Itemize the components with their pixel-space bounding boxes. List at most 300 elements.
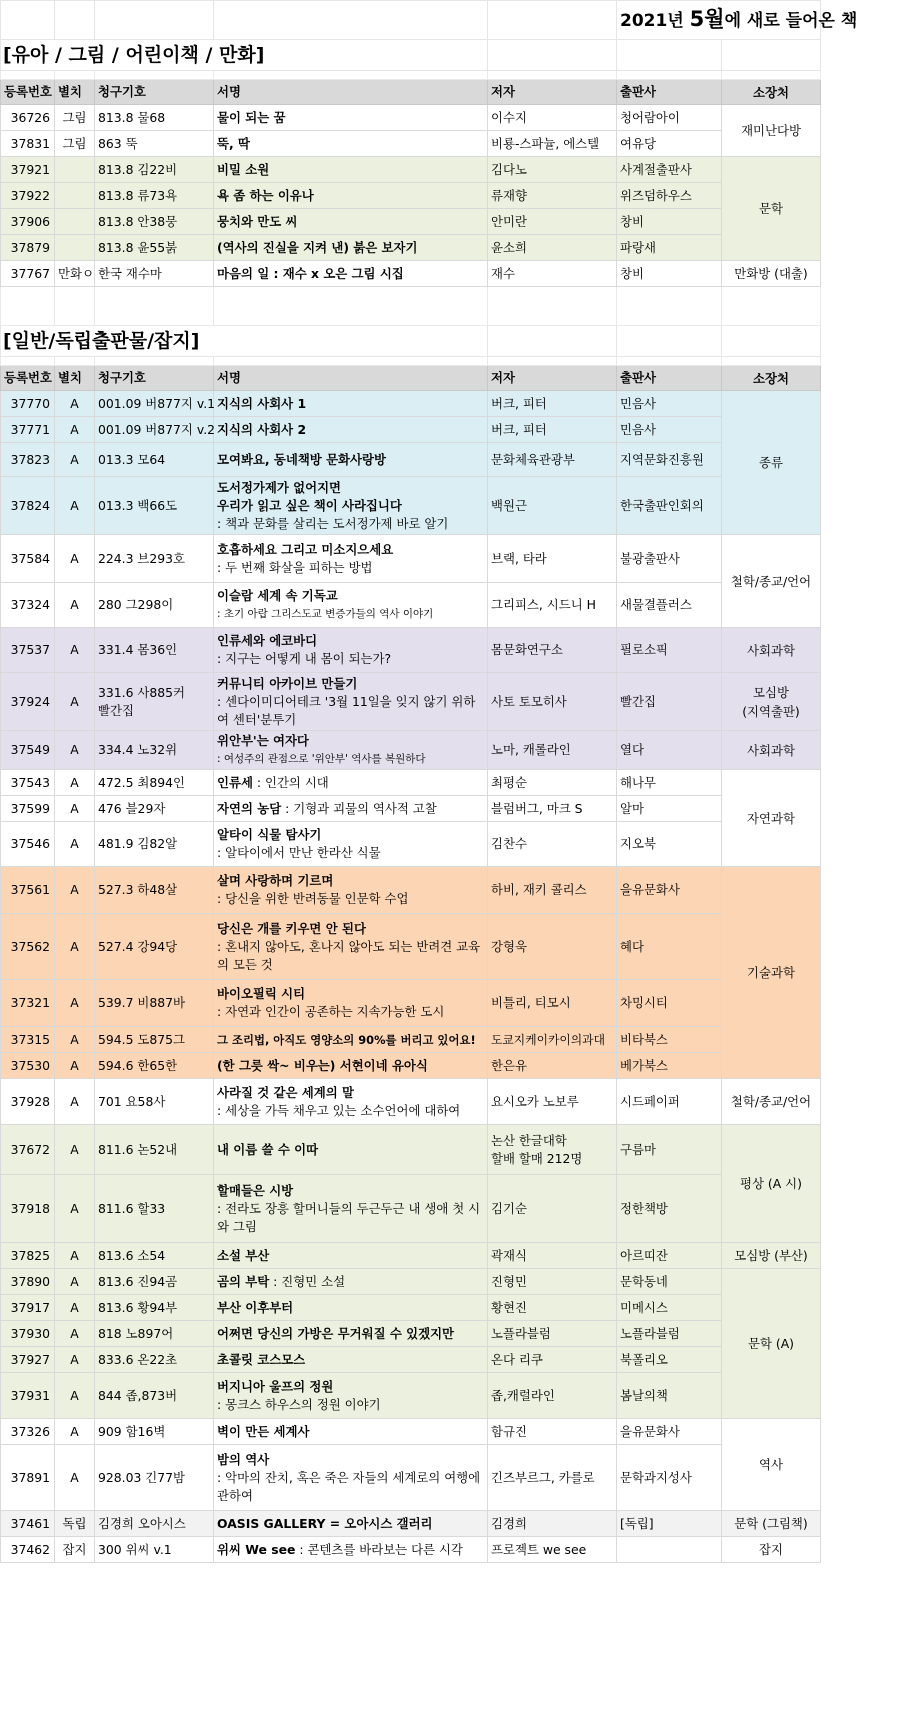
table-cell: 빨간집 [617,673,722,731]
header-location: 소장처 [722,80,821,105]
table-cell: 미메시스 [617,1295,722,1321]
table-cell: 북폴리오 [617,1347,722,1373]
cell-text: 인류세 [217,774,253,790]
table-row [1,1511,821,1537]
table-cell [722,326,821,357]
table-row [1,867,821,914]
table-row [1,796,821,822]
table-row [1,157,821,183]
table-cell: 을유문화사 [617,1419,722,1445]
table-cell [722,287,821,326]
table-cell: 김경희 [488,1511,617,1537]
table-cell [214,71,488,80]
table-cell: A [55,1053,95,1079]
table-cell: 280 그298이 [95,583,214,628]
table-row [1,535,821,583]
table-cell: 구름마 [617,1125,722,1175]
table-cell: 37324 [1,583,55,628]
table-row [1,1373,821,1419]
table-cell: A [55,796,95,822]
table-cell: 37831 [1,131,55,157]
section-heading-row [1,40,821,71]
table-cell [722,40,821,71]
table-row [1,1243,821,1269]
cell-text: 호흡하세요 그리고 미소지으세요 [217,541,394,557]
section-heading-row [1,326,821,357]
table-cell: 강형욱 [488,914,617,980]
table-cell: 472.5 최894인 [95,770,214,796]
table-cell [1,1,55,40]
table-cell: A [55,1027,95,1053]
table-cell [488,1,617,40]
table-cell: 37546 [1,822,55,867]
cell-text: 5월 [689,7,725,31]
table-cell [214,535,488,583]
table-cell [617,71,722,80]
table-cell: 37906 [1,209,55,235]
table-cell [214,822,488,867]
table-cell [488,326,617,357]
table-cell [214,1373,488,1419]
spacer-row [1,287,821,326]
table-cell [214,1079,488,1125]
location-cell: 기술과학 [722,867,821,1079]
table-cell: A [55,1445,95,1511]
location-cell: 만화방 (대출) [722,261,821,287]
table-row [1,583,821,628]
table-cell: 37879 [1,235,55,261]
table-cell [214,673,488,731]
table-cell: 서명 [214,366,488,391]
table-cell: 37931 [1,1373,55,1419]
table-row [1,1053,821,1079]
table-cell: A [55,1125,95,1175]
table-cell [214,1,488,40]
table-cell: 그 조리법, 아직도 영양소의 90%를 버리고 있어요! [214,1027,488,1053]
table-cell [55,71,95,80]
table-cell: 마음의 일 : 재수 x 오은 그림 시집 [214,261,488,287]
table-cell: 37530 [1,1053,55,1079]
table-cell: 어쩌면 당신의 가방은 무거워질 수 있겠지만 [214,1321,488,1347]
table-cell: 그림 [55,105,95,131]
table-cell: 벽이 만든 세계사 [214,1419,488,1445]
table-row [1,1079,821,1125]
table-cell: 37537 [1,628,55,673]
header-pub: 출판사 [617,80,722,105]
header-author: 저자 [488,80,617,105]
table-cell [722,71,821,80]
table-cell: 37921 [1,157,55,183]
table-cell: 물이 되는 꿈 [214,105,488,131]
table-cell: 527.3 하48살 [95,867,214,914]
location-cell: 역사 [722,1419,821,1511]
table-cell: (한 그릇 싹~ 비우는) 서현이네 유아식 [214,1053,488,1079]
table-cell: 224.3 브293호 [95,535,214,583]
table-cell: 300 위씨 v.1 [95,1537,214,1563]
table-cell: 813.8 안38뭉 [95,209,214,235]
table-cell: 노마, 캐롤라인 [488,731,617,770]
table-cell: (역사의 진실을 지켜 낸) 붉은 보자기 [214,235,488,261]
cell-text: 바이오필릭 시티 [217,986,306,1001]
table-cell [617,1537,722,1563]
table-row [1,822,821,867]
location-cell: 철학/종교/언어 [722,535,821,628]
table-cell: 37924 [1,673,55,731]
table-cell: 민음사 [617,417,722,443]
table-cell [617,287,722,326]
table-row [1,1125,821,1175]
table-cell: 37462 [1,1537,55,1563]
cell-text: 당신은 개를 키우면 안 된다 [217,920,366,936]
spacer-row [1,71,821,80]
table-cell: 37672 [1,1125,55,1175]
cell-text: : 진형민 소설 [269,1273,346,1289]
table-cell: 시드페이퍼 [617,1079,722,1125]
table-cell: 등록번호 [1,366,55,391]
table-cell [214,1175,488,1243]
table-cell: A [55,1321,95,1347]
table-cell: 37930 [1,1321,55,1347]
table-cell: 최평순 [488,770,617,796]
table-cell: 37770 [1,391,55,417]
table-cell [1,71,55,80]
table-cell: 창비 [617,209,722,235]
table-cell: 위즈덤하우스 [617,183,722,209]
table-cell [95,1,214,40]
table-cell: A [55,417,95,443]
table-cell: [독립] [617,1511,722,1537]
cell-text: 논산 한글대학 [491,1132,567,1148]
table-cell: 문학과지성사 [617,1445,722,1511]
table-cell [214,914,488,980]
table-row [1,235,821,261]
table-cell: 버크, 피터 [488,417,617,443]
cell-text: 밤의 역사 [217,1451,270,1467]
table-cell [488,71,617,80]
table-cell [95,71,214,80]
cell-text: : 혼내지 않아도, 혼나지 않아도 되는 반려견 교육의 모든 것 [217,938,481,972]
table-cell [55,235,95,261]
table-cell: A [55,1347,95,1373]
table-cell: 비밀 소원 [214,157,488,183]
table-cell: 만화ㅇ [55,261,95,287]
table-cell: 함규진 [488,1419,617,1445]
cell-text: : 자연과 인간이 공존하는 지속가능한 도시 [217,1004,445,1019]
table-cell: A [55,1175,95,1243]
cell-text: : 책과 문화를 살리는 도서정가제 바로 알기 [217,515,449,531]
cell-text: 이슬람 세계 속 기독교 [217,588,338,603]
table-row [1,417,821,443]
table-row [1,1445,821,1511]
table-cell: 블럼버그, 마크 S [488,796,617,822]
table-cell: 37823 [1,443,55,477]
table-cell: A [55,1243,95,1269]
cell-text: 에 새로 들어온 책 [724,11,858,31]
table-cell: 813.6 황94부 [95,1295,214,1321]
table-cell: A [55,770,95,796]
table-cell [214,628,488,673]
table-cell: 김기순 [488,1175,617,1243]
cell-text: 커뮤니티 아카이브 만들기 [217,675,358,691]
table-cell: A [55,535,95,583]
location-cell: 문학 (A) [722,1269,821,1419]
table-cell: 청어람아이 [617,105,722,131]
table-cell: 아르띠잔 [617,1243,722,1269]
table-row [1,1347,821,1373]
table-cell: 노플라블럼 [488,1321,617,1347]
table-cell: 소설 부산 [214,1243,488,1269]
table-cell: 창비 [617,261,722,287]
table-cell: 별치 [55,366,95,391]
table-cell: 지오북 [617,822,722,867]
table-cell: 844 좁,873버 [95,1373,214,1419]
table-row [1,209,821,235]
table-cell: 좁,캐럴라인 [488,1373,617,1419]
table-cell: 욕 좀 하는 이유나 [214,183,488,209]
cell-text: 할매들은 시방 [217,1182,294,1198]
table-cell: 여유당 [617,131,722,157]
table-cell: 불광출판사 [617,535,722,583]
table-cell: 긴즈부르그, 카를로 [488,1445,617,1511]
table-cell: 지식의 사회사 2 [214,417,488,443]
table-cell [214,980,488,1027]
table-cell: 사토 토모히사 [488,673,617,731]
cell-text: 위안부'는 여자다 [217,733,309,748]
table-cell: 부산 이후부터 [214,1295,488,1321]
table-cell: 37890 [1,1269,55,1295]
header-reg: 등록번호 [1,80,55,105]
table-cell: 001.09 버877지 v.2 [95,417,214,443]
table-cell: 브랙, 타라 [488,535,617,583]
table-cell: 지역문화진흥원 [617,443,722,477]
table-cell: 진형민 [488,1269,617,1295]
location-cell: 잡지 [722,1537,821,1563]
table-cell: 594.5 도875그 [95,1027,214,1053]
table-cell: A [55,391,95,417]
table-row [1,1321,821,1347]
table-cell: 김다노 [488,157,617,183]
cell-text: 살며 사랑하며 기르며 [217,873,334,888]
cell-text: : 지구는 어떻게 내 몸이 되는가? [217,651,392,666]
cell-text: 빨간집 [98,702,134,718]
table-cell: 331.4 몸36인 [95,628,214,673]
table-cell: 37549 [1,731,55,770]
table-cell: 594.6 한65한 [95,1053,214,1079]
table-cell [488,40,617,71]
table-cell: 문화체육관광부 [488,443,617,477]
table-row [1,731,821,770]
location-cell: 재미난다방 [722,105,821,157]
header-row [1,366,821,391]
table-cell: 소장처 [722,366,821,391]
table-row [1,1175,821,1243]
table-cell: 001.09 버877지 v.1 [95,391,214,417]
table-cell: 재수 [488,261,617,287]
table-cell: 황현진 [488,1295,617,1321]
table-cell: A [55,914,95,980]
table-cell [488,357,617,366]
table-cell: A [55,980,95,1027]
table-cell [488,287,617,326]
table-cell: 37767 [1,261,55,287]
table-cell: 봄날의책 [617,1373,722,1419]
table-cell: 초콜릿 코스모스 [214,1347,488,1373]
table-cell [617,357,722,366]
table-cell: 37326 [1,1419,55,1445]
table-cell: 813.6 진94곰 [95,1269,214,1295]
table-cell: 37599 [1,796,55,822]
table-row [1,673,821,731]
table-cell: 481.9 김82알 [95,822,214,867]
table-cell: 37825 [1,1243,55,1269]
table-cell: 민음사 [617,391,722,417]
table-cell [214,1269,488,1295]
table-row [1,1419,821,1445]
cell-text: : 전라도 장흥 할머니들의 두근두근 내 생애 첫 시와 그림 [217,1200,481,1234]
table-cell: A [55,1295,95,1321]
cell-text: : 기형과 괴물의 역사적 고찰 [281,800,437,816]
table-cell [55,287,95,326]
location-cell: 자연과학 [722,770,821,867]
cell-text: 버지니아 울프의 정원 [217,1378,334,1394]
table-cell [214,357,488,366]
location-cell: 사회과학 [722,628,821,673]
location-cell: 문학 [722,157,821,261]
table-cell: 요시오카 노보루 [488,1079,617,1125]
table-row [1,628,821,673]
table-cell: 독립 [55,1511,95,1537]
table-cell: A [55,867,95,914]
cell-text: 알타이 식물 탐사기 [217,827,322,842]
header-sep: 별치 [55,80,95,105]
table-cell [722,357,821,366]
table-cell: 37928 [1,1079,55,1125]
table-cell [95,357,214,366]
table-cell: 813.6 소54 [95,1243,214,1269]
table-cell: 지식의 사회사 1 [214,391,488,417]
table-cell: 뚝, 딱 [214,131,488,157]
table-cell: 비타북스 [617,1027,722,1053]
table-cell [214,867,488,914]
table-cell: A [55,583,95,628]
table-cell: 928.03 긴77밤 [95,1445,214,1511]
table-cell: 37922 [1,183,55,209]
table-cell: 37562 [1,914,55,980]
table-cell: 37461 [1,1511,55,1537]
table-cell: 이수지 [488,105,617,131]
section-title-general: [일반/독립출판물/잡지] [1,326,488,357]
table-cell: 37824 [1,477,55,535]
cell-text: 도서정가제가 없어지면 [217,479,342,495]
table-cell [214,770,488,796]
table-cell: 811.6 할33 [95,1175,214,1243]
header-title: 서명 [214,80,488,105]
table-cell [1,357,55,366]
table-row [1,1295,821,1321]
cell-text: 모심방 [753,684,789,700]
table-cell: 37918 [1,1175,55,1243]
table-cell: 김찬수 [488,822,617,867]
table-cell: 37561 [1,867,55,914]
table-cell: 저자 [488,366,617,391]
table-cell: A [55,477,95,535]
table-cell: 잡지 [55,1537,95,1563]
table-cell: 909 함16벽 [95,1419,214,1445]
table-cell: 813.8 윤55붉 [95,235,214,261]
cell-text: (지역출판) [742,703,800,719]
table-cell: 혜다 [617,914,722,980]
table-cell: 차밍시티 [617,980,722,1027]
cell-text: : 여성주의 관점으로 '위안부' 역사를 복원하다 [217,753,426,765]
table-cell: 열다 [617,731,722,770]
cell-text: 곰의 부탁 [217,1273,270,1289]
table-cell: 한국출판인회의 [617,477,722,535]
table-cell: 37321 [1,980,55,1027]
table-row [1,1027,821,1053]
table-cell: 37891 [1,1445,55,1511]
table-cell [214,583,488,628]
table-cell: 701 요58사 [95,1079,214,1125]
table-cell: 백원근 [488,477,617,535]
table-cell: 노플라블럼 [617,1321,722,1347]
table-cell: 프로젝트 we see [488,1537,617,1563]
table-cell [55,183,95,209]
cell-text: 2021년 [620,11,690,31]
table-cell: 833.6 온22초 [95,1347,214,1373]
table-cell [95,287,214,326]
table-cell: 37584 [1,535,55,583]
table-cell [1,287,55,326]
table-cell: 37917 [1,1295,55,1321]
table-cell: 한국 재수마 [95,261,214,287]
table-cell: 그리피스, 시드니 H [488,583,617,628]
cell-text: 자연의 농담 [217,800,282,816]
table-row [1,443,821,477]
table-cell: 013.3 백66도 [95,477,214,535]
cell-text: 331.6 사885커 [98,684,185,700]
table-cell: OASIS GALLERY = 오아시스 갤러리 [214,1511,488,1537]
table-cell: 정한책방 [617,1175,722,1243]
table-cell: 도쿄지케이카이의과대 [488,1027,617,1053]
cell-text: : 콘텐츠를 바라보는 다른 시각 [295,1541,463,1557]
table-cell: 813.8 김22비 [95,157,214,183]
table-cell: 37315 [1,1027,55,1053]
location-cell: 문학 (그림책) [722,1511,821,1537]
table-cell: A [55,443,95,477]
cell-text: : 초기 아랍 그리스도교 변증가들의 역사 이야기 [217,608,434,620]
table-cell: 청구기호 [95,366,214,391]
location-cell: 종류 [722,391,821,535]
table-cell [55,209,95,235]
cell-text: : 당신을 위한 반려동물 인문학 수업 [217,891,409,906]
table-cell: 곽재식 [488,1243,617,1269]
location-cell: 사회과학 [722,731,821,770]
table-row [1,391,821,417]
cell-text: : 알타이에서 만난 한라산 식물 [217,845,381,860]
cell-text: : 두 번째 화살을 피하는 방법 [217,559,373,575]
table-row [1,105,821,131]
table-cell: A [55,628,95,673]
table-row [1,183,821,209]
table-cell [95,673,214,731]
table-cell [214,477,488,535]
title-row [1,1,821,40]
table-cell: 37771 [1,417,55,443]
cell-text: 할배 할매 212명 [491,1150,583,1166]
table-cell: 온다 리쿠 [488,1347,617,1373]
table-cell: 818 노897어 [95,1321,214,1347]
table-row [1,261,821,287]
